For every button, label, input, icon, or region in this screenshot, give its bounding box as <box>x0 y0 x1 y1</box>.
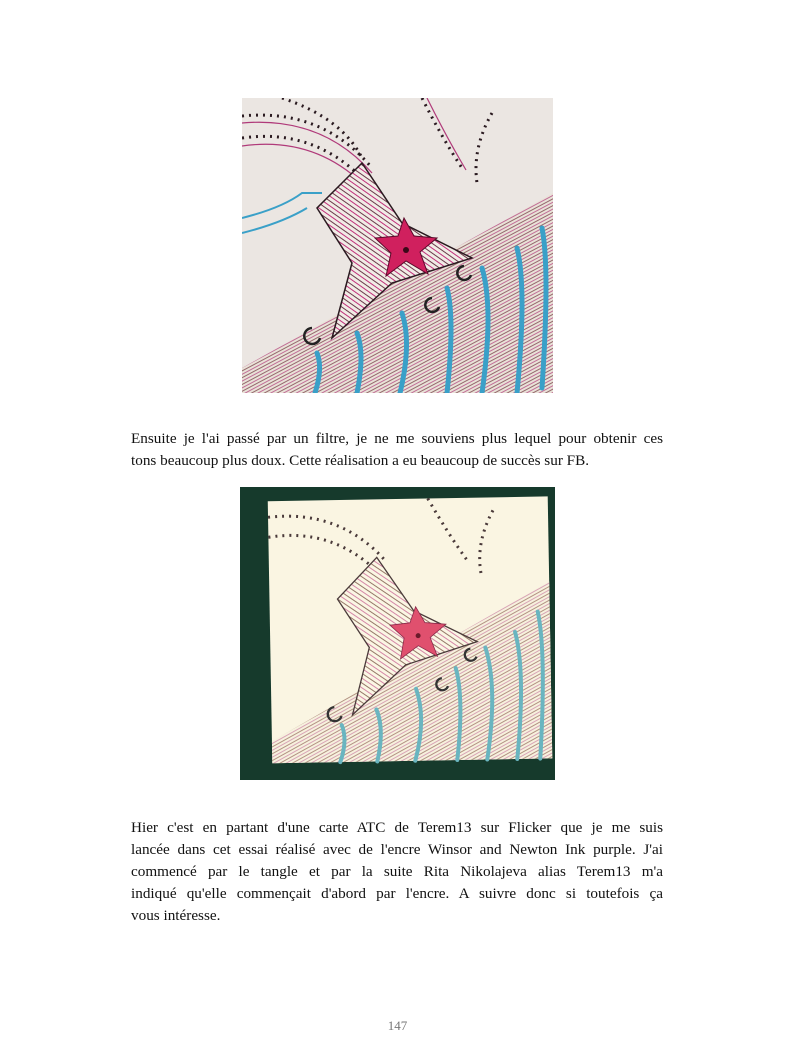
paragraph-line: commencé par le tangle et par la suite Rita Nikolajeva alias Terem13 m'a <box>131 863 663 880</box>
paragraph-line: tons beaucoup plus doux. Cette réalisation a eu beaucoup de succès sur FB. <box>131 452 590 469</box>
paragraph-line: Ensuite je l'ai passé par un filtre, je ne me souviens plus lequel pour obtenir ces <box>131 430 663 447</box>
paragraph-atc-story <box>131 817 663 927</box>
artwork-image-filtered <box>240 487 555 780</box>
page-number: 147 <box>387 1018 408 1033</box>
paragraph-line: indiqué qu'elle commençait d'abord par l'encre. A suivre donc si toutefois ça <box>131 885 663 902</box>
artwork-image-original <box>242 98 553 393</box>
paragraph-line: Hier c'est en partant d'une carte ATC de Terem13 sur Flicker que je me suis <box>131 819 663 836</box>
paragraph-line: lancée dans cet essai réalisé avec de l'encre Winsor and Newton Ink purple. J'ai <box>131 841 663 858</box>
paragraph-filter-note <box>131 428 663 472</box>
paragraph-line: vous intéresse. <box>131 907 221 924</box>
